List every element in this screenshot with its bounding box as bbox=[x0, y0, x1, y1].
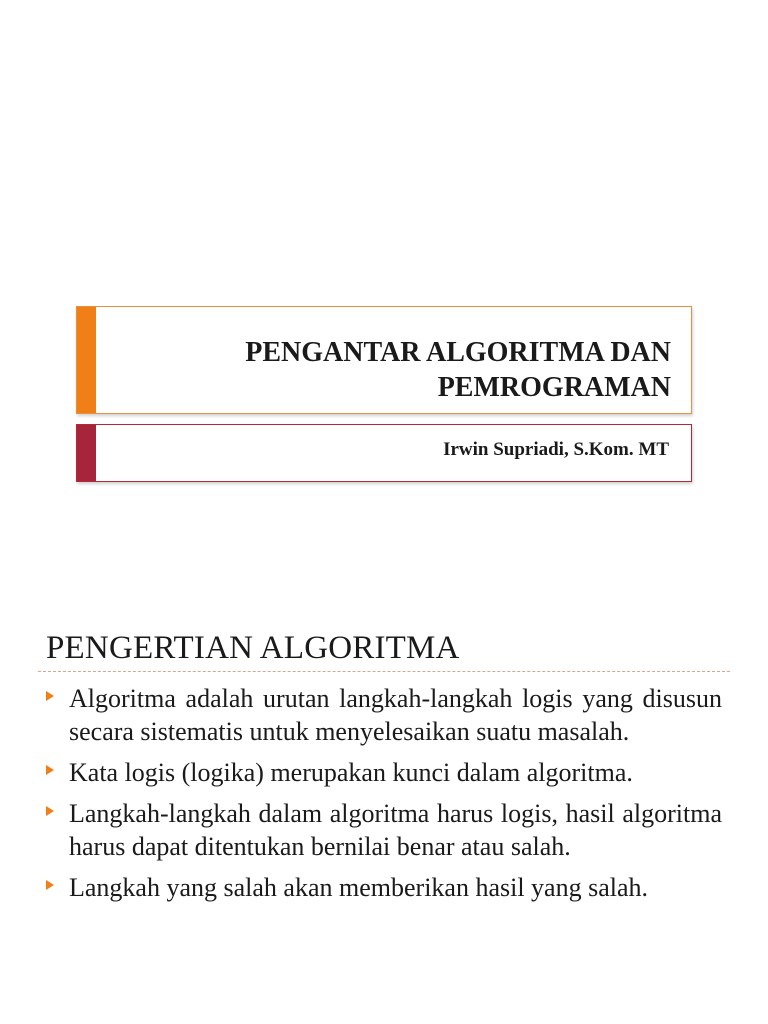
triangle-bullet-icon bbox=[46, 880, 54, 890]
title-accent-bar bbox=[77, 307, 96, 413]
slide-author: Irwin Supriadi, S.Kom. MT bbox=[443, 439, 669, 460]
slide-title-line-1: PENGANTAR ALGORITMA DAN bbox=[245, 337, 671, 368]
bullet-text: Langkah-langkah dalam algoritma harus logis, hasil algoritma harus dapat ditentukan bernilai benar atau salah. bbox=[69, 799, 722, 861]
content-slide-heading: PENGERTIAN ALGORITMA bbox=[46, 630, 460, 666]
title-box bbox=[76, 306, 692, 414]
triangle-bullet-icon bbox=[46, 806, 54, 816]
slide-title bbox=[131, 335, 671, 405]
triangle-bullet-icon bbox=[46, 691, 54, 701]
bullet-item bbox=[40, 682, 722, 748]
heading-divider bbox=[38, 671, 730, 672]
slide-title-line-2: PEMROGRAMAN bbox=[437, 372, 671, 403]
subtitle-accent-bar bbox=[77, 425, 96, 481]
bullet-list bbox=[40, 682, 722, 912]
bullet-item bbox=[40, 797, 722, 863]
triangle-bullet-icon bbox=[46, 765, 54, 775]
bullet-text: Langkah yang salah akan memberikan hasil yang salah. bbox=[69, 873, 649, 902]
bullet-item bbox=[40, 756, 722, 789]
content-slide bbox=[0, 600, 768, 1024]
bullet-text: Kata logis (logika) merupakan kunci dalam algoritma. bbox=[69, 758, 633, 787]
bullet-item bbox=[40, 871, 722, 904]
subtitle-box bbox=[76, 424, 692, 482]
bullet-text: Algoritma adalah urutan langkah-langkah logis yang disusun secara sistematis untuk menyelesaikan suatu masalah. bbox=[69, 684, 722, 746]
